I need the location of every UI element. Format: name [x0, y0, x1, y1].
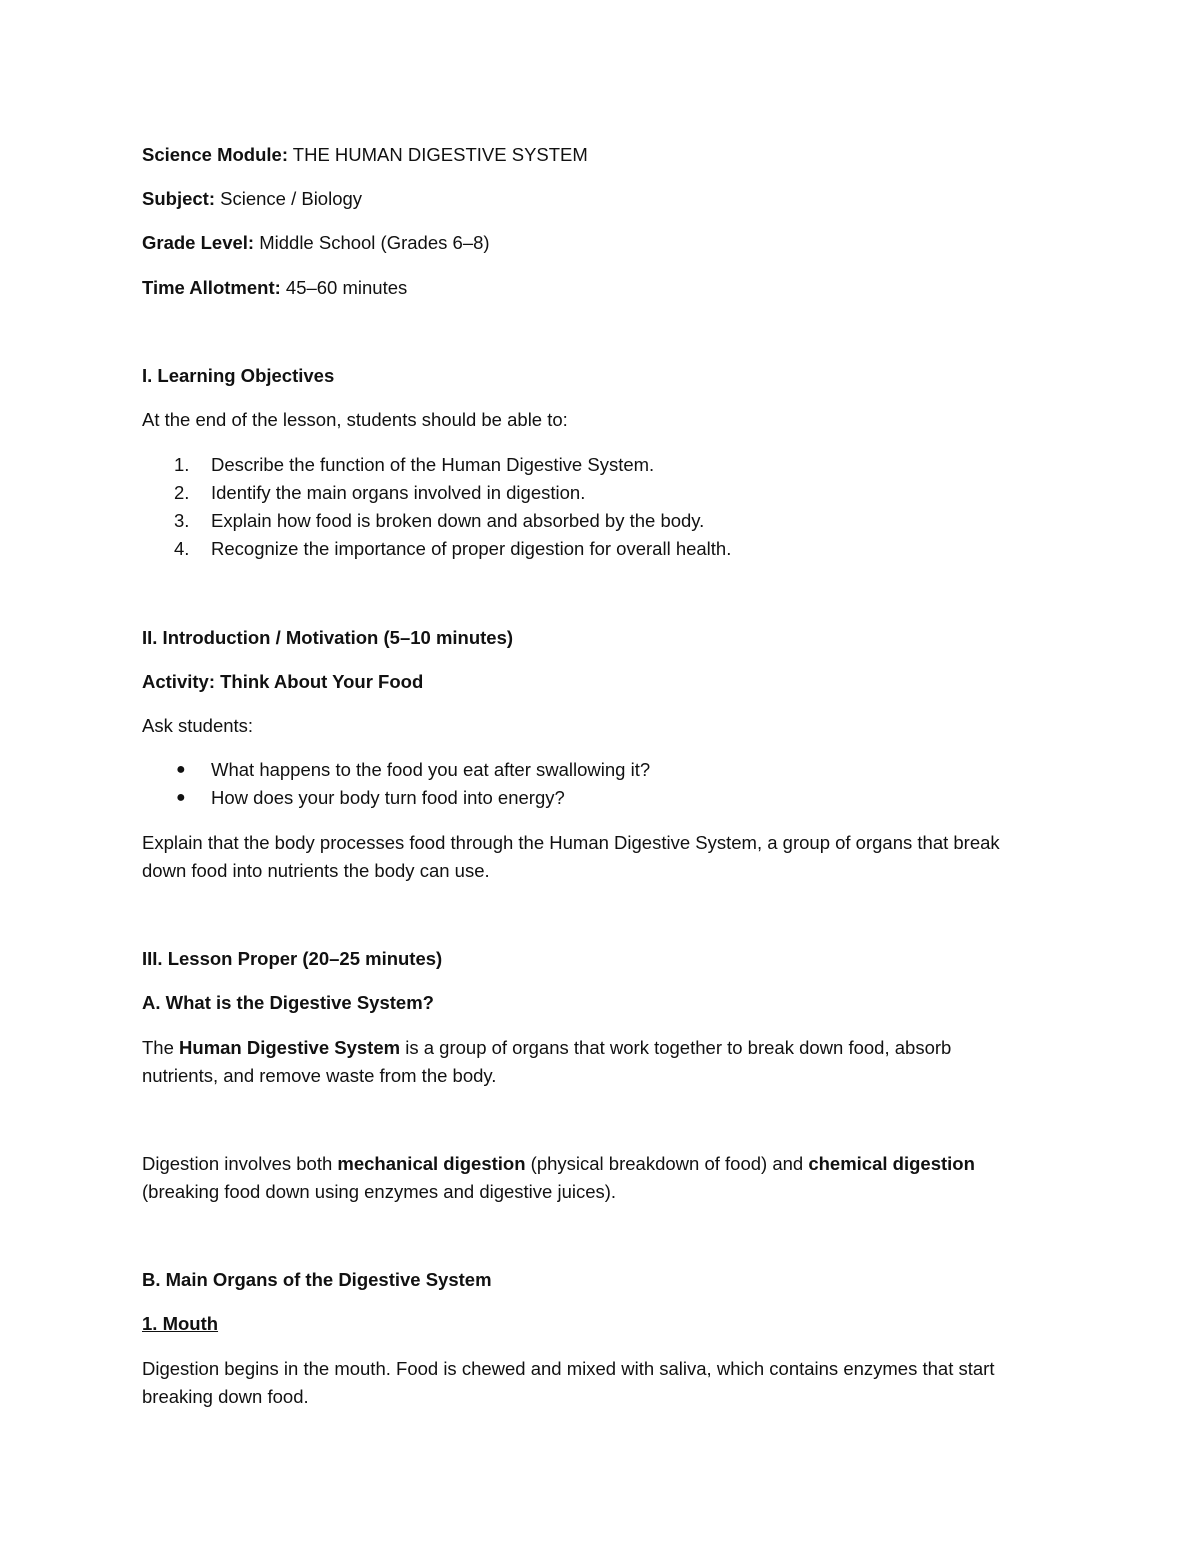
module-label: Science Module: — [142, 144, 288, 165]
objective-item: Describe the function of the Human Digestive System. — [211, 454, 655, 475]
text-run: is a group of organs that work together to break down food, absorb — [400, 1037, 952, 1058]
bold-term: mechanical digestion — [337, 1153, 526, 1174]
definition-paragraph-line — [142, 1037, 951, 1059]
grade-value: Middle School (Grades 6–8) — [254, 232, 490, 253]
text-run: The — [142, 1037, 180, 1058]
digestion-types-line: (breaking food down using enzymes and digestive juices). — [142, 1181, 617, 1202]
objective-item: Recognize the importance of proper digestion for overall health. — [211, 538, 732, 559]
mouth-paragraph-line: breaking down food. — [142, 1386, 309, 1407]
text-run: Digestion involves both — [142, 1153, 338, 1174]
bold-term: chemical digestion — [808, 1153, 975, 1174]
ask-students-text: Ask students: — [142, 715, 254, 736]
bullet-icon: ● — [176, 761, 186, 778]
section-a-heading: A. What is the Digestive System? — [142, 992, 434, 1013]
bold-term: Human Digestive System — [179, 1037, 401, 1058]
grade-label: Grade Level: — [142, 232, 255, 253]
module-title-line — [142, 144, 588, 166]
subject-label: Subject: — [142, 188, 215, 209]
lesson-heading: III. Lesson Proper (20–25 minutes) — [142, 948, 443, 969]
definition-paragraph-line: nutrients, and remove waste from the body. — [142, 1065, 497, 1086]
objective-number: 1. — [174, 454, 190, 475]
subject-line — [142, 188, 362, 210]
text-run: (physical breakdown of food) and — [525, 1153, 809, 1174]
mouth-paragraph-line: Digestion begins in the mouth. Food is chewed and mixed with saliva, which contains enzymes that start — [142, 1358, 995, 1379]
objective-item: Explain how food is broken down and absorbed by the body. — [211, 510, 705, 531]
objective-number: 3. — [174, 510, 190, 531]
objective-number: 4. — [174, 538, 190, 559]
subject-value: Science / Biology — [214, 188, 363, 209]
objectives-intro: At the end of the lesson, students should be able to: — [142, 409, 568, 430]
organ-mouth-title: 1. Mouth — [142, 1313, 219, 1334]
explain-paragraph-line: down food into nutrients the body can use. — [142, 860, 490, 881]
time-value: 45–60 minutes — [280, 277, 408, 298]
time-line — [142, 277, 407, 299]
objectives-heading: I. Learning Objectives — [142, 365, 335, 386]
question-item: What happens to the food you eat after swallowing it? — [211, 759, 651, 780]
objective-number: 2. — [174, 482, 190, 503]
question-item: How does your body turn food into energy? — [211, 787, 565, 808]
activity-heading: Activity: Think About Your Food — [142, 671, 424, 692]
introduction-heading: II. Introduction / Motivation (5–10 minutes) — [142, 627, 514, 648]
objective-item: Identify the main organs involved in digestion. — [211, 482, 586, 503]
section-b-heading: B. Main Organs of the Digestive System — [142, 1269, 492, 1290]
bullet-icon: ● — [176, 789, 186, 806]
digestion-types-line — [142, 1153, 975, 1175]
grade-line — [142, 232, 490, 254]
module-title: THE HUMAN DIGESTIVE SYSTEM — [287, 144, 588, 165]
time-label: Time Allotment: — [142, 277, 281, 298]
explain-paragraph-line: Explain that the body processes food through the Human Digestive System, a group of organs that break — [142, 832, 1000, 853]
